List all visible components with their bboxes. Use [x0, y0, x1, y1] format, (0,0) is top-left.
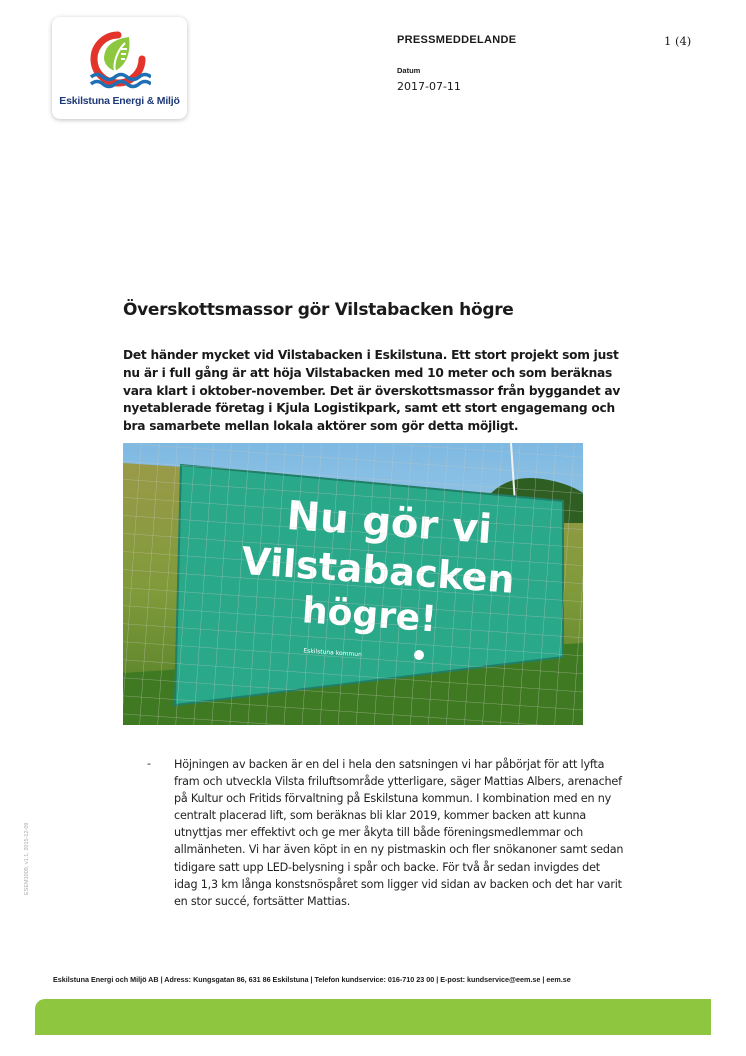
- document-type: PRESSMEDDELANDE: [397, 34, 517, 46]
- footer-bar: [35, 999, 711, 1035]
- logo-leaf-icon: [85, 25, 151, 91]
- date-label: Datum: [397, 66, 421, 75]
- footer-contact: Eskilstuna Energi och Miljö AB | Adress: Kungsgatan 86, 631 86 Eskilstuna | Telefon kundservice: 016-710 23 00 | E-post: kundservice@eem.se | eem.se: [53, 975, 571, 984]
- company-logo: [52, 17, 187, 119]
- document-code: ESEM1009, v1.1, 2015-12-09: [24, 822, 30, 895]
- date-value: 2017-07-11: [397, 80, 461, 93]
- page-number: 1 (4): [664, 34, 692, 48]
- logo-text: Eskilstuna Energi & Miljö: [59, 95, 180, 107]
- banner-photo-illustration: [123, 443, 583, 725]
- article-photo: [123, 443, 583, 725]
- quote-dash: -: [147, 757, 151, 770]
- article-title: Överskottsmassor gör Vilstabacken högre: [123, 300, 514, 320]
- article-lead: Det händer mycket vid Vilstabacken i Eskilstuna. Ett stort projekt som just nu är i full gång är att höja Vilstabacken med 10 meter och som beräknas vara klart i oktober-november. Det är överskottsmassor från byggandet av nyetablerade företag i Kjula Logistikpark, samt ett stort engagemang och bra samarbete mellan lokala aktörer som gör detta möjligt.: [123, 348, 621, 434]
- article-quote: Höjningen av backen är en del i hela den satsningen vi har påbörjat för att lyfta fram och utveckla Vilsta friluftsområde ytterligare, säger Mattias Albers, arenachef på Kultur och Fritids förvaltning på Eskilstuna kommun. I kombination med en ny centralt placerad lift, som beräknas bli klar 2019, kommer backen att kunna utnyttjas mer effektivt och ge mer åkyta till både föreningsmedlemmar och allmänheten. Vi har även köpt in en ny pistmaskin och fler snökanoner samt sedan tidigare satt upp LED-belysning i spår och backe. För två år sedan invigdes det idag 1,3 km långa konstsnöspåret som ligger vid sidan av backen och det har varit en stor succé, fortsätter Mattias.: [174, 758, 624, 908]
